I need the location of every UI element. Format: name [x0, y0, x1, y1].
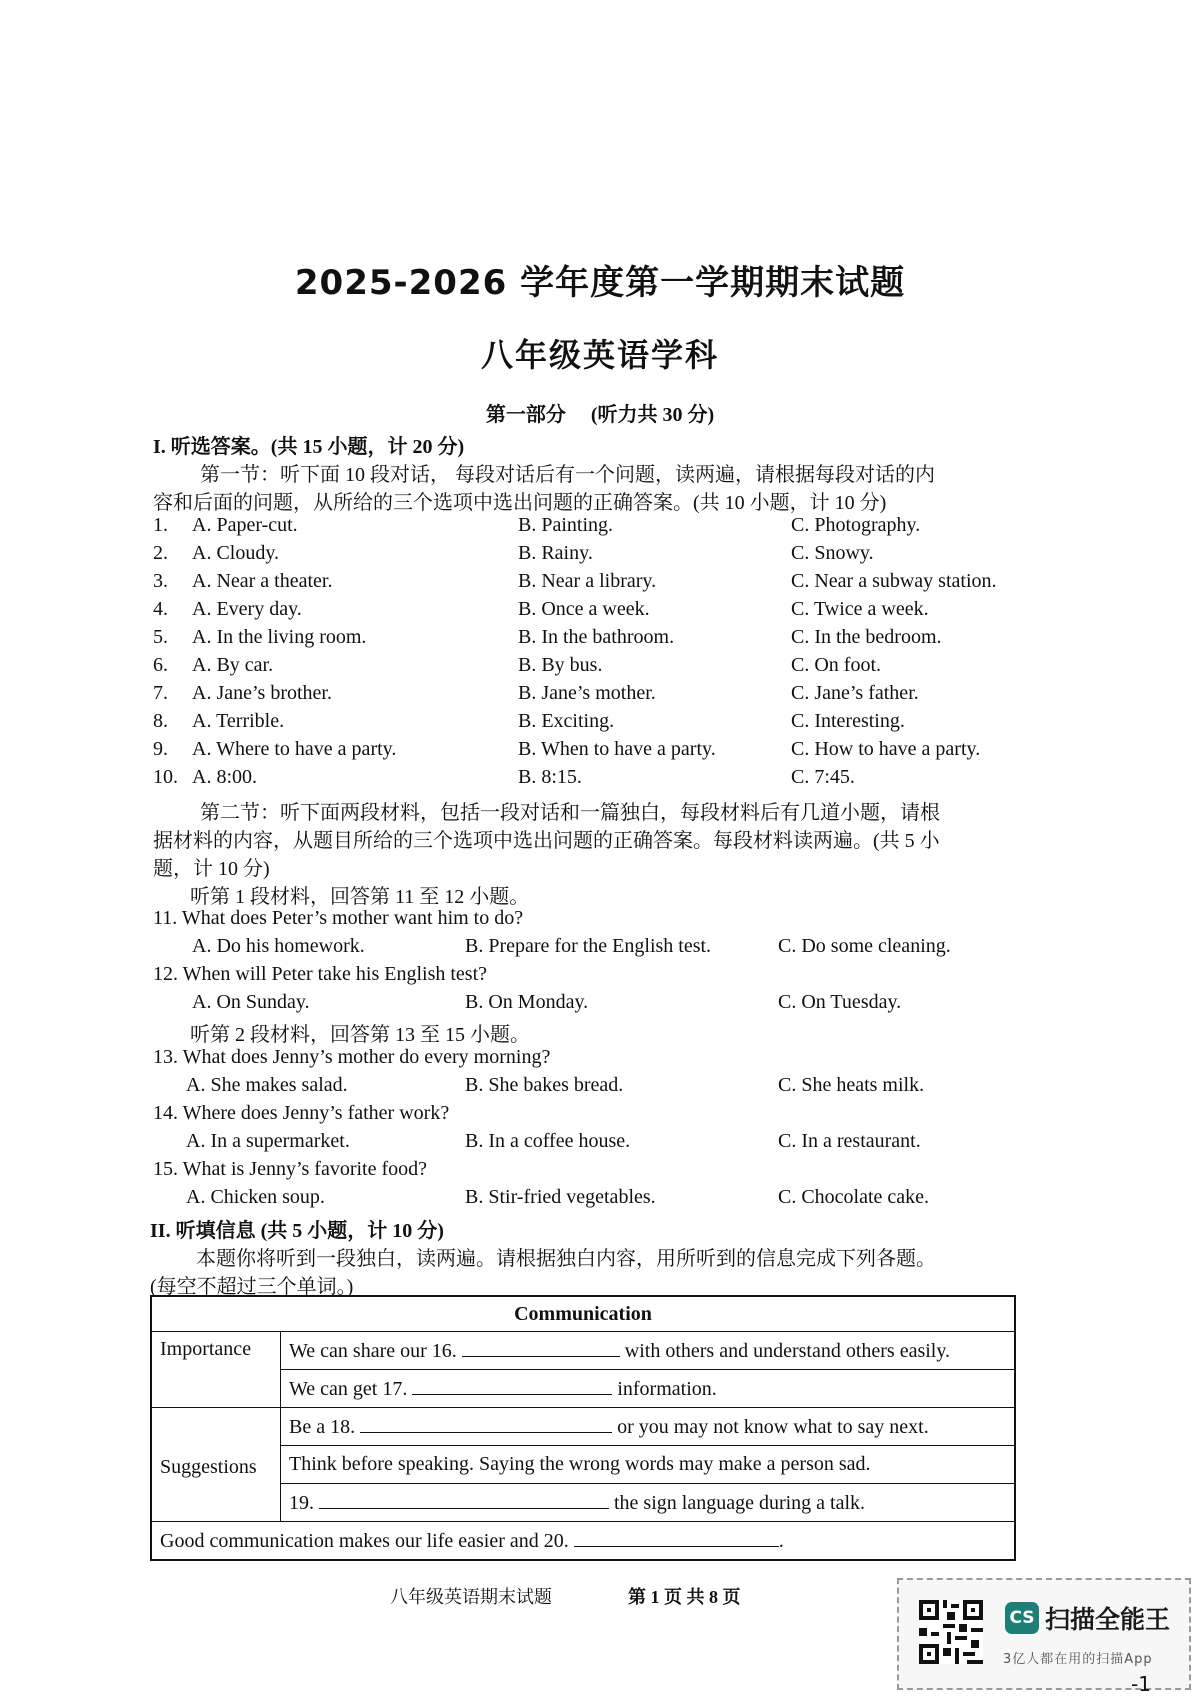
q11-option-c: C. Do some cleaning.	[778, 935, 951, 957]
question-number: 8.	[153, 710, 168, 732]
q13-option-b: B. She bakes bread.	[465, 1074, 624, 1096]
material1-note: 听第 1 段材料，回答第 11 至 12 小题。	[190, 886, 530, 908]
q12-stem: 12. When will Peter take his English test?	[153, 963, 488, 985]
row-19-prefix: 19.	[289, 1492, 314, 1514]
camscanner-tagline: 3亿人都在用的扫描App	[1003, 1652, 1153, 1667]
footer-page: 第 1 页 共 8 页	[628, 1587, 741, 1607]
q12-option-a: A. On Sunday.	[192, 991, 310, 1013]
part-heading	[0, 398, 1200, 427]
sub2-instruction-2: 据材料的内容，从题目所给的三个选项中选出问题的正确答案。每段材料读两遍。(共 5 小	[153, 830, 940, 852]
option-b: B. 8:15.	[518, 766, 582, 788]
row-16-suffix: with others and understand others easily.	[624, 1340, 951, 1362]
suggestions-label: Suggestions	[151, 1408, 281, 1522]
row-17-suffix: information.	[617, 1378, 717, 1400]
q14-option-c: C. In a restaurant.	[778, 1130, 921, 1152]
question-number: 9.	[153, 738, 168, 760]
option-b: B. In the bathroom.	[518, 626, 675, 648]
row-18-suffix: or you may not know what to say next.	[617, 1416, 929, 1438]
option-a: A. In the living room.	[192, 626, 367, 648]
q15-option-b: B. Stir-fried vegetables.	[465, 1186, 656, 1208]
option-a: A. Paper-cut.	[192, 514, 298, 536]
exam-title: 2025-2026 学年度第一学期期末试题	[294, 263, 906, 303]
option-c: C. How to have a party.	[791, 738, 981, 760]
row-17	[281, 1370, 1016, 1408]
row-20-suffix: .	[778, 1530, 784, 1552]
option-c: C. Photography.	[791, 514, 921, 536]
q12-option-b: B. On Monday.	[465, 991, 589, 1013]
option-b: B. Rainy.	[518, 542, 593, 564]
question-number: 4.	[153, 598, 168, 620]
question-number: 3.	[153, 570, 168, 592]
option-b: B. By bus.	[518, 654, 603, 676]
option-a: A. Near a theater.	[192, 570, 333, 592]
question-number: 7.	[153, 682, 168, 704]
blank-18[interactable]	[360, 1414, 612, 1433]
q14-option-a: A. In a supermarket.	[186, 1130, 350, 1152]
q12-option-c: C. On Tuesday.	[778, 991, 902, 1013]
blank-19[interactable]	[319, 1490, 609, 1509]
communication-table	[150, 1295, 1016, 1561]
option-c: C. Twice a week.	[791, 598, 929, 620]
q15-stem: 15. What is Jenny’s favorite food?	[153, 1158, 428, 1180]
blank-16[interactable]	[462, 1338, 620, 1357]
sub1-instruction-2: 容和后面的问题，从所给的三个选项中选出问题的正确答案。(共 10 小题，计 10 分)	[153, 492, 887, 514]
option-c: C. On foot.	[791, 654, 881, 676]
q15-option-c: C. Chocolate cake.	[778, 1186, 930, 1208]
part-note: (听力共 30 分)	[590, 404, 715, 426]
option-a: A. Cloudy.	[192, 542, 280, 564]
row-19	[281, 1484, 1016, 1522]
row-18	[281, 1408, 1016, 1446]
option-a: A. Every day.	[192, 598, 302, 620]
section1-heading: I. 听选答案。(共 15 小题，计 20 分)	[153, 436, 465, 458]
q11-option-a: A. Do his homework.	[192, 935, 365, 957]
part-label: 第一部分	[485, 404, 566, 426]
qr-code-icon	[919, 1600, 983, 1664]
row-16-prefix: We can share our 16.	[289, 1340, 457, 1362]
question-number: 5.	[153, 626, 168, 648]
option-c: C. Snowy.	[791, 542, 874, 564]
sub2-instruction-3: 题，计 10 分)	[153, 858, 270, 880]
row-20	[151, 1522, 1015, 1561]
q14-stem: 14. Where does Jenny’s father work?	[153, 1102, 450, 1124]
option-a: A. By car.	[192, 654, 274, 676]
q13-option-a: A. She makes salad.	[186, 1074, 348, 1096]
option-b: B. When to have a party.	[518, 738, 716, 760]
importance-label: Importance	[151, 1332, 281, 1408]
row-18-prefix: Be a 18.	[289, 1416, 356, 1438]
option-a: A. Jane’s brother.	[192, 682, 332, 704]
option-b: B. Once a week.	[518, 598, 650, 620]
option-a: A. Terrible.	[192, 710, 285, 732]
option-a: A. Where to have a party.	[192, 738, 397, 760]
q11-stem: 11. What does Peter’s mother want him to do?	[153, 907, 524, 929]
row-think: Think before speaking. Saying the wrong words may make a person sad.	[281, 1446, 1016, 1484]
option-c: C. Jane’s father.	[791, 682, 919, 704]
section2-heading: II. 听填信息 (共 5 小题，计 10 分)	[150, 1220, 444, 1242]
option-c: C. Interesting.	[791, 710, 905, 732]
row-16	[281, 1332, 1016, 1370]
sub2-instruction-1: 第二节：听下面两段材料，包括一段对话和一篇独白，每段材料后有几道小题，请根	[200, 802, 940, 824]
blank-17[interactable]	[412, 1376, 612, 1395]
question-number: 2.	[153, 542, 168, 564]
option-a: A. 8:00.	[192, 766, 257, 788]
q15-option-a: A. Chicken soup.	[186, 1186, 325, 1208]
row-20-prefix: Good communication makes our life easier and 20.	[160, 1530, 569, 1552]
camscanner-name: 扫描全能王	[1045, 1605, 1171, 1634]
option-b: B. Painting.	[518, 514, 614, 536]
row-19-suffix: the sign language during a talk.	[614, 1492, 866, 1514]
option-c: C. 7:45.	[791, 766, 855, 788]
q11-option-b: B. Prepare for the English test.	[465, 935, 712, 957]
option-b: B. Jane’s mother.	[518, 682, 656, 704]
table-header: Communication	[151, 1296, 1015, 1332]
page-mark: -1	[1131, 1672, 1151, 1696]
option-b: B. Near a library.	[518, 570, 657, 592]
exam-subtitle: 八年级英语学科	[480, 336, 719, 374]
sub1-instruction-1: 第一节：听下面 10 段对话， 每段对话后有一个问题，读两遍，请根据每段对话的内	[200, 464, 935, 486]
section2-instruction-1: 本题你将听到一段独白，读两遍。请根据独白内容，用所听到的信息完成下列各题。	[196, 1248, 936, 1270]
footer-title: 八年级英语期末试题	[390, 1587, 552, 1607]
section2-instruction-2: (每空不超过三个单词。)	[150, 1276, 354, 1298]
option-c: C. In the bedroom.	[791, 626, 942, 648]
q13-stem: 13. What does Jenny’s mother do every morning?	[153, 1046, 551, 1068]
material2-note: 听第 2 段材料，回答第 13 至 15 小题。	[190, 1024, 530, 1046]
q13-option-c: C. She heats milk.	[778, 1074, 925, 1096]
q14-option-b: B. In a coffee house.	[465, 1130, 631, 1152]
camscanner-logo-icon: CS	[1005, 1602, 1039, 1634]
option-c: C. Near a subway station.	[791, 570, 997, 592]
question-number: 10.	[153, 766, 178, 788]
option-b: B. Exciting.	[518, 710, 615, 732]
row-17-prefix: We can get 17.	[289, 1378, 408, 1400]
question-number: 1.	[153, 514, 168, 536]
question-number: 6.	[153, 654, 168, 676]
blank-20[interactable]	[574, 1528, 779, 1547]
